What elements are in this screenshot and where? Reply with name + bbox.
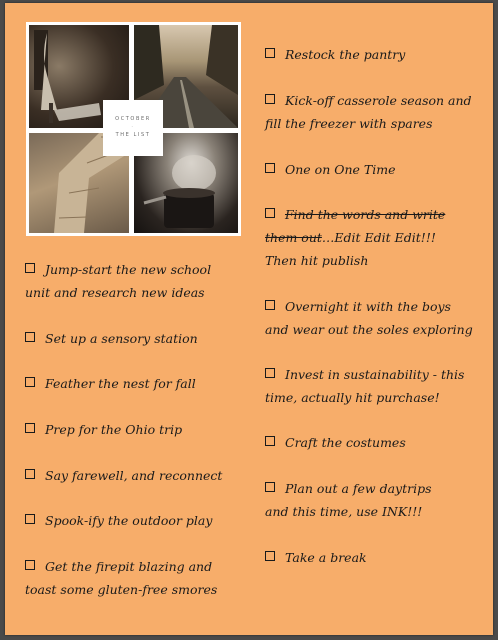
- checkbox[interactable]: [265, 436, 275, 446]
- checkbox[interactable]: [265, 48, 275, 58]
- item-text: Get the firepit blazing and: [45, 559, 213, 574]
- item-text: Prep for the Ohio trip: [45, 422, 183, 437]
- title-divider: ·: [131, 124, 135, 130]
- item-text: Restock the pantry: [285, 47, 406, 62]
- item-text-continued: fill the freezer with spares: [265, 116, 433, 131]
- checklist-item: [25, 509, 212, 532]
- checkbox[interactable]: [265, 551, 275, 561]
- item-text-edit: …Edit Edit Edit!!!: [321, 230, 436, 245]
- checklist-item: [25, 555, 217, 601]
- checkbox[interactable]: [25, 514, 35, 524]
- struck-item-text-continued: them out: [265, 230, 322, 245]
- item-text-continued: unit and research new ideas: [25, 285, 205, 300]
- checklist-item: [265, 158, 395, 181]
- item-text-continued: toast some gluten-free smores: [25, 582, 218, 597]
- item-text: Feather the nest for fall: [45, 376, 196, 391]
- item-text-continued: and wear out the soles exploring: [265, 322, 473, 337]
- checkbox[interactable]: [25, 469, 35, 479]
- checkbox[interactable]: [265, 208, 275, 218]
- item-text: Invest in sustainability - this: [285, 367, 465, 382]
- checkbox[interactable]: [25, 560, 35, 570]
- struck-item-text: Find the words and write: [285, 207, 446, 222]
- photo-collage: [26, 22, 241, 236]
- checklist-item: [265, 295, 473, 341]
- item-text: Set up a sensory station: [45, 331, 198, 346]
- checkbox[interactable]: [25, 423, 35, 433]
- item-text-continued: time, actually hit purchase!: [265, 390, 440, 405]
- checkbox[interactable]: [265, 300, 275, 310]
- checkbox[interactable]: [25, 377, 35, 387]
- item-text: Say farewell, and reconnect: [45, 468, 223, 483]
- item-text: One on One Time: [285, 162, 396, 177]
- checkbox[interactable]: [265, 163, 275, 173]
- item-text: Craft the costumes: [285, 435, 406, 450]
- item-text-continued: and this time, use INK!!!: [265, 504, 423, 519]
- item-text: Kick-off casserole season and: [285, 93, 472, 108]
- checkbox[interactable]: [25, 332, 35, 342]
- checklist-item: [265, 203, 445, 272]
- item-text: Take a break: [285, 550, 367, 565]
- item-text-continued: Then hit publish: [265, 253, 369, 268]
- checklist-item: [25, 258, 211, 304]
- checkbox[interactable]: [265, 482, 275, 492]
- checklist-item: [265, 477, 432, 523]
- title-line-the-list: THE LIST: [115, 132, 151, 138]
- checklist-item: [265, 431, 406, 454]
- checklist-item: [25, 418, 182, 441]
- checklist-item: [265, 363, 464, 409]
- checklist-item: [265, 43, 405, 66]
- checklist-item: [265, 89, 472, 135]
- item-text: Overnight it with the boys: [285, 299, 451, 314]
- item-text: Plan out a few daytrips: [285, 481, 432, 496]
- checklist-item: [25, 327, 198, 350]
- checklist-item: [25, 372, 196, 395]
- item-text: Jump-start the new school: [45, 262, 212, 277]
- checkbox[interactable]: [265, 94, 275, 104]
- checklist-item: [25, 464, 222, 487]
- title-line-october: OCTOBER: [115, 116, 151, 122]
- checkbox[interactable]: [265, 368, 275, 378]
- document-page: [5, 3, 493, 635]
- item-text: Spook-ify the outdoor play: [45, 513, 213, 528]
- checklist-item: [265, 546, 367, 569]
- title-card: [103, 100, 163, 156]
- checkbox[interactable]: [25, 263, 35, 273]
